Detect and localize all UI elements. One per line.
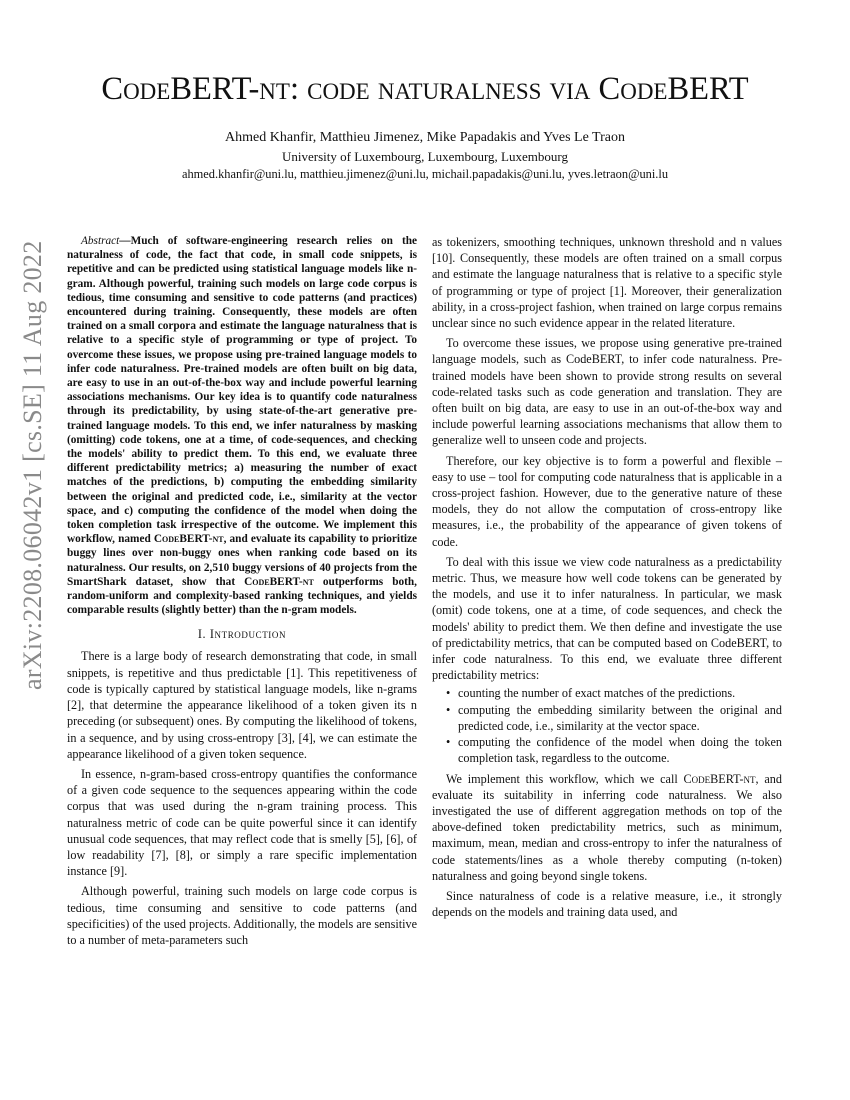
- intro-paragraph-1: There is a large body of research demonstrating that code, in small snippets, is repetitive and thus predictable [1]. This repetitiveness of code is typically captured by statistical language models, like n-grams [2], that determine the appearance likelihood of a token given its n preceding (or subsequent) ones. By computing the likelihood of tokens, in a sequence, and by using cross-entropy [3], [4], we can estimate the appearance likelihood of a given token sequence.: [67, 649, 417, 761]
- list-item: [446, 702, 782, 734]
- author-emails: ahmed.khanfir@uni.lu, matthieu.jimenez@uni.lu, michail.papadakis@uni.lu, yves.letraon@uni.lu: [181, 167, 669, 181]
- right-paragraph-3: Therefore, our key objective is to form a powerful and flexible – easy to use – tool for computing code naturalness that is applicable in a cross-project fashion. However, due to the generative nature of these models, they do not allow the computation of cross-entropy like measures, i.e., the probability of the appearance of given tokens of code.: [432, 453, 782, 549]
- p5-tool-name: CodeBERT-nt: [683, 771, 756, 786]
- bullet-icon: •: [446, 735, 451, 750]
- paper-affiliation: University of Luxembourg, Luxembourg, Luxembourg: [282, 149, 568, 164]
- p5-text-a: We implement this workflow, which we call: [446, 771, 684, 786]
- section-heading-introduction: [67, 626, 417, 642]
- right-paragraph-2: To overcome these issues, we propose using generative pre-trained language models, such as CodeBERT, to infer code naturalness. Pre-trained models have been shown to provide strong results on several code-related tasks such as code generation and translation. They are often built on big data, are easy to use in an out-of-the-box way and include powerful learning associations mechanisms that allow them to generalize well to unseen code and projects.: [432, 336, 782, 448]
- section-title: Introduction: [209, 627, 287, 642]
- abstract-text-b: , and evaluate its capability to prioritize buggy lines over non-buggy ones when ranking code based on its naturalness. Our results, on 2,510 buggy versions of 40 projects from the SmartShark dataset, show that: [67, 533, 417, 588]
- metrics-list: [432, 685, 782, 766]
- right-paragraph-4: To deal with this issue we view code naturalness as a predictability metric. Thus, we measure how well code tokens can be generated by the models, and use it to infer naturalness. In particular, we mask (omit) code tokens, one at a time, of code sequences, and check the models' ability to predict them. We then define and investigate the use of predictability metrics, that can be computed based on CodeBERT, to infer code naturalness. To this end, we evaluate three different predictability metrics:: [432, 554, 782, 683]
- right-paragraph-5: [432, 771, 782, 884]
- abstract-text-a: Much of software-engineering research relies on the naturalness of code, the fact that code, in small code snippets, is repetitive and can be predicted using statistical language models like n-gram. Although powerful, training such models on large code corpus is tedious, time consuming and sensitive to code patterns (and practices) encountered during training. Consequently, these models are often trained on a small corpora and estimate the language naturalness that is relative to a specific style of programming or type of project. To overcome these issues, we propose using pre-trained language models to infer code naturalness. Pre-trained models are often built on big data, are easy to use in an out-of-the-box way and include powerful learning associations mechanisms. Our key idea is to quantify code naturalness through its predictability, by using state-of-the-art generative pre-trained language models. To this end, we infer naturalness by masking (omitting) code tokens, one at a time, of code-sequences, and checking the models' ability to predict them. To this end, we evaluate three different predictability metrics; a) measuring the number of exact matches of the predictions, b) computing the embedding similarity between the original and predicted code, i.e., similarity at the vector space, and c) computing the confidence of the model when doing the token completion task irrespective of the outcome. We implement this workflow, named: [67, 235, 417, 546]
- list-item-text: counting the number of exact matches of the predictions.: [458, 686, 736, 701]
- abstract-tool-name-1: CodeBERT-nt: [153, 533, 224, 546]
- abstract: [67, 234, 417, 617]
- right-paragraph-continued: as tokenizers, smoothing techniques, unknown threshold and n values [10]. Consequently, these models are often trained on a small corpus and estimate the language naturalness that is relative to a specific style of programming or type of project [1]. Moreover, their generalization ability, in a cross-project fashion, when trained on large corpus remains unclear since no such evidence appear in the related literature.: [432, 235, 782, 331]
- right-paragraph-6: Since naturalness of code is a relative measure, i.e., it strongly depends on the models and training data used, and: [432, 888, 782, 920]
- abstract-tool-name-2: CodeBERT-nt: [244, 575, 314, 588]
- paper-title: [60, 70, 790, 108]
- right-column: [432, 234, 782, 920]
- abstract-label: Abstract: [81, 235, 120, 247]
- bullet-icon: •: [446, 686, 451, 701]
- abstract-text-c: outperforms both, random-uniform and complexity-based ranking techniques, and yields comparable results (slightly better) than the n-gram models.: [67, 575, 417, 617]
- list-item-text: computing the embedding similarity between the original and predicted code, i.e., similarity at the vector space.: [458, 702, 782, 733]
- list-item: [446, 685, 782, 701]
- list-item-text: computing the confidence of the model when doing the token completion task, regardless to the outcome.: [458, 735, 782, 766]
- section-number: I.: [197, 627, 207, 642]
- intro-paragraph-3: Although powerful, training such models on large code corpus is tedious, time consuming and sensitive to code patterns (and specificities) of the used projects. Additionally, the models are sensitive to a number of meta-parameters such: [67, 884, 417, 947]
- list-item: [446, 734, 782, 766]
- bullet-icon: •: [446, 702, 451, 717]
- intro-paragraph-2: In essence, n-gram-based cross-entropy quantifies the conformance of a given code sequence to the sequences appearing within the code corpus that was used during the n-gram training process. This naturalness metric of code can be quite powerful since it can identify unusual code sequences, that may reflect code that is smelly [5], [6], of low readability [7], [8], or simply a rare specific implementation instance [9].: [67, 766, 417, 879]
- title-text: CodeBERT-nt: code naturalness via CodeBERT: [101, 71, 749, 107]
- p5-text-b: , and evaluate its suitability in inferring code naturalness. We also investigated the use of different aggregation methods on top of the above-defined token predictability metrics, such as minimum, maximum, mean, median and cross-entropy to infer the naturalness of code statements/lines as a whole thereby computing (n-token) naturalness and going beyond single tokens.: [432, 771, 782, 883]
- paper-authors: Ahmed Khanfir, Matthieu Jimenez, Mike Papadakis and Yves Le Traon: [225, 130, 625, 145]
- abstract-dash: —: [119, 235, 131, 247]
- left-column: [67, 234, 417, 948]
- arxiv-identifier-stamp: arXiv:2208.06042v1 [cs.SE] 11 Aug 2022: [18, 240, 47, 690]
